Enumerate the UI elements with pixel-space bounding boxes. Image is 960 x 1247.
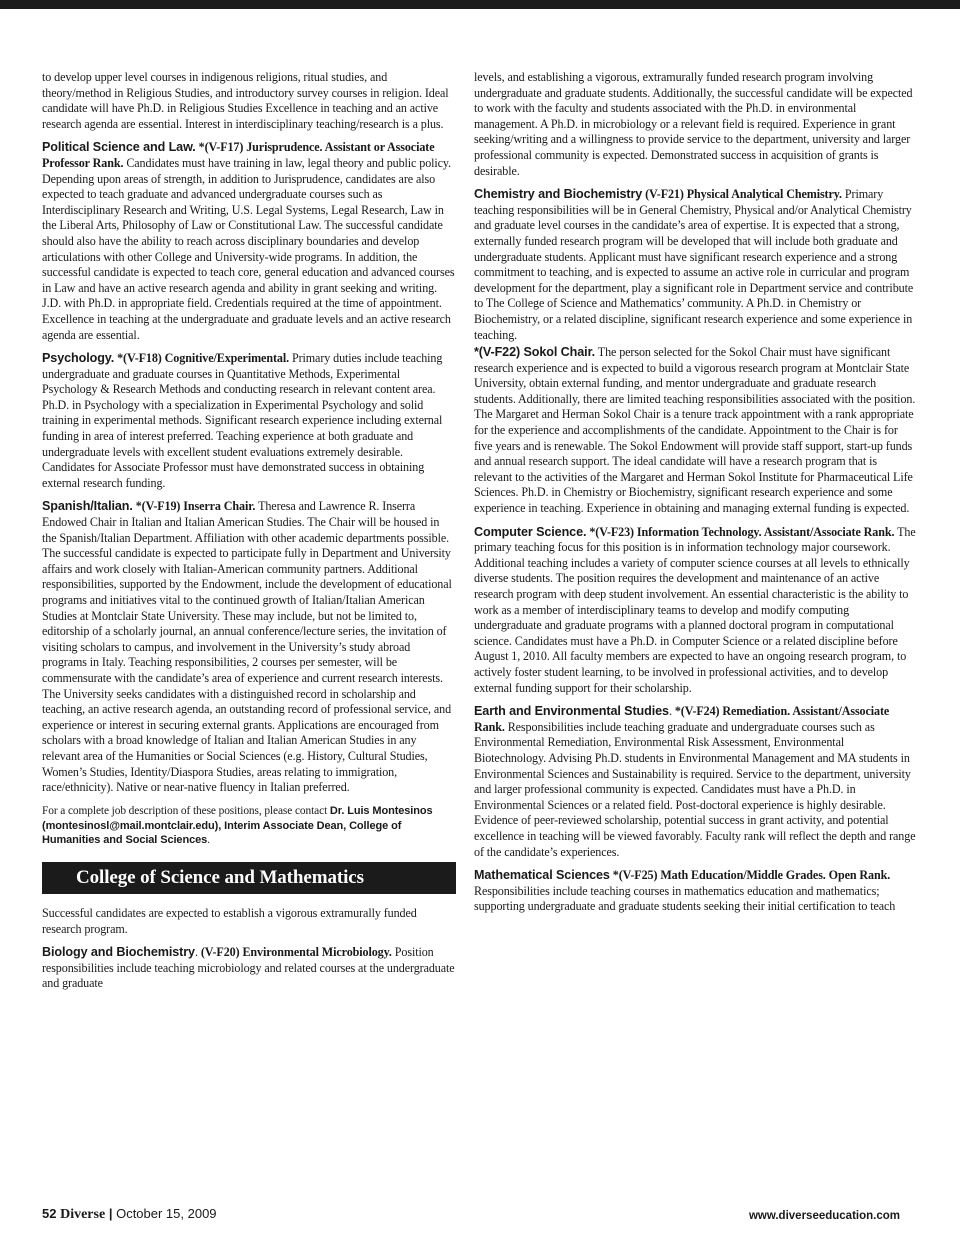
- listing-body: Primary duties include teaching undergraduate and graduate courses in Quantitative Methods, Experimental Psychology & Research Methods and conducting research in relevant content area. Ph.D. in Psychology with a specialization in Experimental Psychology and solid training in experimental methods. Significant research experience including external funding in area of interest preferred. Teaching experience at both graduate and undergraduate levels with excellent student evaluations extremely desirable. Candidates for Associate Professor must have demonstrated success in obtaining external research funding.: [42, 351, 443, 490]
- dept-heading: Mathematical Sciences: [474, 868, 610, 883]
- position-title: (V-F20) Environmental Microbiology.: [200, 945, 392, 960]
- dept-heading: Computer Science.: [474, 524, 587, 539]
- listing-body: Candidates must have training in law, legal theory and public policy. Depending upon areas of strength, in addition to Jurisprudence, candidates are also expected to teach graduate and advanced undergraduate courses such as Interdisciplinary Research and Writing, U.S. Legal Systems, Legal Research, Law in the Liberal Arts, Philosophy of Law or Constitutional Law. The successful candidate should also have the ability to reach across disciplinary boundaries and develop articulations with other College and University-wide programs. In addition, the successful candidate is expected to teach core, general education and advanced courses in Law and have an active research agenda and ability in grant seeking and writing. J.D. with Ph.D. in appropriate field. Credentials required at the time of appointment. Excellence in teaching at the undergraduate and graduate levels and an active research agenda are essential.: [42, 155, 455, 342]
- listing-computer-science: [474, 525, 918, 697]
- biology-continuation: levels, and establishing a vigorous, extramurally funded research program involving undergraduate and graduate students. Additionally, the successful candidate will be expected to work with the faculty and students associated with the Ph.D. in environmental management. A Ph.D. in microbiology or a relevant field is required. Experience in grant seeking/writing and a willingness to provide service to the department, university and larger professional community is expected. Demonstrated success in acquisition of grants is desirable.: [474, 70, 913, 178]
- listing-biology: [42, 945, 456, 992]
- listing-body: The person selected for the Sokol Chair must have significant research experience and is expected to build a vigorous research program at Montclair State University, obtain external funding, and mentor undergraduate and graduate research students. Additionally, there are limited teaching responsibilities associated with the position. The Margaret and Herman Sokol Chair is a tenure track appointment with a rank appropriate for the experience and accomplishments of the candidate. Appointment to the Chair is for five years and is renewable. The Sokol Endowment will provide staff support, start-up funds and annual research support. The ideal candidate will have a research program that is relevant to the activities of the Margaret and Herman Sokol Institute for Pharmaceutical Life Sciences. Ph.D. in Chemistry or Biochemistry, significant research experience and some experience in teaching. Experience in obtaining and managing external funding is expected.: [474, 345, 916, 516]
- magazine-name: Diverse: [60, 1207, 106, 1222]
- dept-heading: Biology and Biochemistry: [42, 945, 195, 960]
- position-title: *(V-F18) Cognitive/Experimental.: [117, 351, 289, 366]
- dept-heading: Earth and Environmental Studies: [474, 704, 669, 719]
- top-bar: [0, 0, 960, 9]
- listing-earth-environmental: [474, 704, 918, 860]
- left-column: [42, 70, 456, 1000]
- listing-body: Responsibilities include teaching graduate and undergraduate courses such as Environmental Remediation, Environmental Risk Assessment, Environmental Biotechnology. Advising Ph.D. students in Environmental Management and MA students in Environmental Sciences and Sustainability is required. Service to the department, university and larger professional community is expected. Candidates must have a Ph.D. in Environmental Sciences or a related field. Post-doctoral experience is highly desirable. Evidence of peer-reviewed scholarship, potential success in grant activity, and potential excellence in teaching will be viewed favorably. Faculty rank will reflect the depth and range of the candidate’s experiences.: [474, 719, 916, 859]
- dept-heading: Spanish/Italian.: [42, 499, 133, 514]
- position-title: (V-F21) Physical Analytical Chemistry.: [645, 187, 842, 202]
- footer-separator: |: [108, 1206, 113, 1221]
- website-url[interactable]: www.diverseeducation.com: [748, 1210, 900, 1222]
- contact-name: Dr. Luis Montesinos (montesinosl@mail.montclair.edu), Interim Associate Dean, College of Humanities and Social Sciences: [42, 804, 433, 847]
- listing-body: Responsibilities include teaching courses in mathematics education and mathematics; supporting undergraduate and graduate students seeking their initial certification to teach: [474, 883, 896, 914]
- dept-heading: Political Science and Law.: [42, 140, 196, 155]
- listing-political-science: [42, 140, 456, 343]
- position-title: *(V-F25) Math Education/Middle Grades. Open Rank.: [612, 868, 891, 883]
- position-title: *(V-F22) Sokol Chair.: [474, 345, 596, 360]
- dept-heading: Chemistry and Biochemistry: [474, 187, 643, 202]
- listing-sokol-chair: [474, 345, 918, 517]
- position-title: *(V-F23) Information Technology. Assistant/Associate Rank.: [589, 524, 895, 539]
- right-column: [474, 70, 918, 923]
- dept-heading: Psychology.: [42, 351, 115, 366]
- page-number: 52: [42, 1206, 57, 1221]
- listing-body: Theresa and Lawrence R. Inserra Endowed Chair in Italian and Italian American Studies. The Chair will be housed in the Spanish/Italian Department. Affiliation with other academic departments possible. The successful candidate is expected to participate fully in Department and University affairs and work closely with Italian-American community partners. Additional responsibilities, supported by the Endowment, include the development of educational programs and initiatives vital to the continued growth of Italian/Italian American Studies at Montclair State University. These may include, but not be limited to, editorship of a scholarly journal, an annual conference/lecture series, the invitation of visiting scholars to campus, and involvement in the University’s study abroad programs in Italy. Teaching responsibilities, 2 courses per semester, will be commensurate with the candidate’s area of experience and current research interests. The University seeks candidates with a distinguished record in scholarship and teaching, an active research agenda, an outstanding record of professional service, and experience or interest in securing external grants. Applications are encouraged from scholars with a broad knowledge of Italian and Italian American Studies in any relevant area of the Humanities or Social Sciences (e.g. History, Cultural Studies, Women’s Studies, Identity/Diaspora Studies, areas relating to immigration, race/ethnicity). Native or near-native fluency in Italian preferred.: [42, 499, 452, 795]
- religion-continuation: to develop upper level courses in indigenous religions, ritual studies, and theory/method in Religious Studies, and introductory survey courses in religion. Ideal candidate will have Ph.D. in Religious Studies Excellence in teaching and an active research agenda are essential. Interest in interdisciplinary teaching/research is a plus.: [42, 70, 449, 131]
- college-banner-title: College of Science and Mathematics: [76, 867, 364, 889]
- heading-dot: .: [668, 704, 672, 719]
- position-title: *(V-F24) Remediation. Assistant/Associate Rank.: [474, 704, 890, 734]
- listing-psychology: [42, 351, 456, 491]
- listing-body: Primary teaching responsibilities will be in General Chemistry, Physical and/or Analytical Chemistry and graduate level courses in the candidate’s area of expertise. It is expected that a strong, externally funded research program will be developed that will include both graduate and undergraduate students. Applicant must have significant research experience and a strong commitment to teaching, and is expected to assume an active role in curricular and program development for the department, play a significant role in Department service and contribute to The College of Science and Mathematics’ community. A Ph.D. in Chemistry or Biochemistry, or a related discipline, significant research experience and some experience in teaching.: [474, 187, 914, 342]
- position-title: *(V-F17) Jurisprudence. Assistant or Associate Professor Rank.: [42, 140, 435, 170]
- listing-spanish-italian: [42, 499, 456, 795]
- listing-body: The primary teaching focus for this position is in information technology major coursework. Additional teaching includes a variety of computer science courses at all levels to ethnically diverse students. The position requires the development and maintenance of an active research program with deep student involvement. An essential characteristic is the ability to work as a member of interdisciplinary teams to develop and modify computing undergraduate and graduate programs with a planned doctoral program in computational science. Candidates must have a Ph.D. in Computer Science or a related discipline before August 1, 2010. All faculty members are expected to have an ongoing research program, to actively foster student learning, to be involved in professional activities, and to develop external funding support for their scholarship.: [474, 524, 916, 695]
- contact-info: [42, 804, 456, 848]
- page-footer: [42, 1206, 217, 1223]
- listing-chemistry: [474, 187, 918, 343]
- college-banner: [42, 862, 456, 894]
- contact-end: .: [207, 834, 210, 847]
- issue-date: October 15, 2009: [116, 1206, 217, 1221]
- heading-dot: .: [194, 945, 198, 960]
- science-intro: Successful candidates are expected to establish a vigorous extramurally funded research program.: [42, 906, 417, 936]
- listing-mathematical-sciences: [474, 868, 918, 915]
- listing-body: Position responsibilities include teaching microbiology and related courses at the undergraduate and graduate: [42, 945, 455, 991]
- position-title: *(V-F19) Inserra Chair.: [135, 499, 256, 514]
- contact-text: For a complete job description of these positions, please contact: [42, 804, 328, 817]
